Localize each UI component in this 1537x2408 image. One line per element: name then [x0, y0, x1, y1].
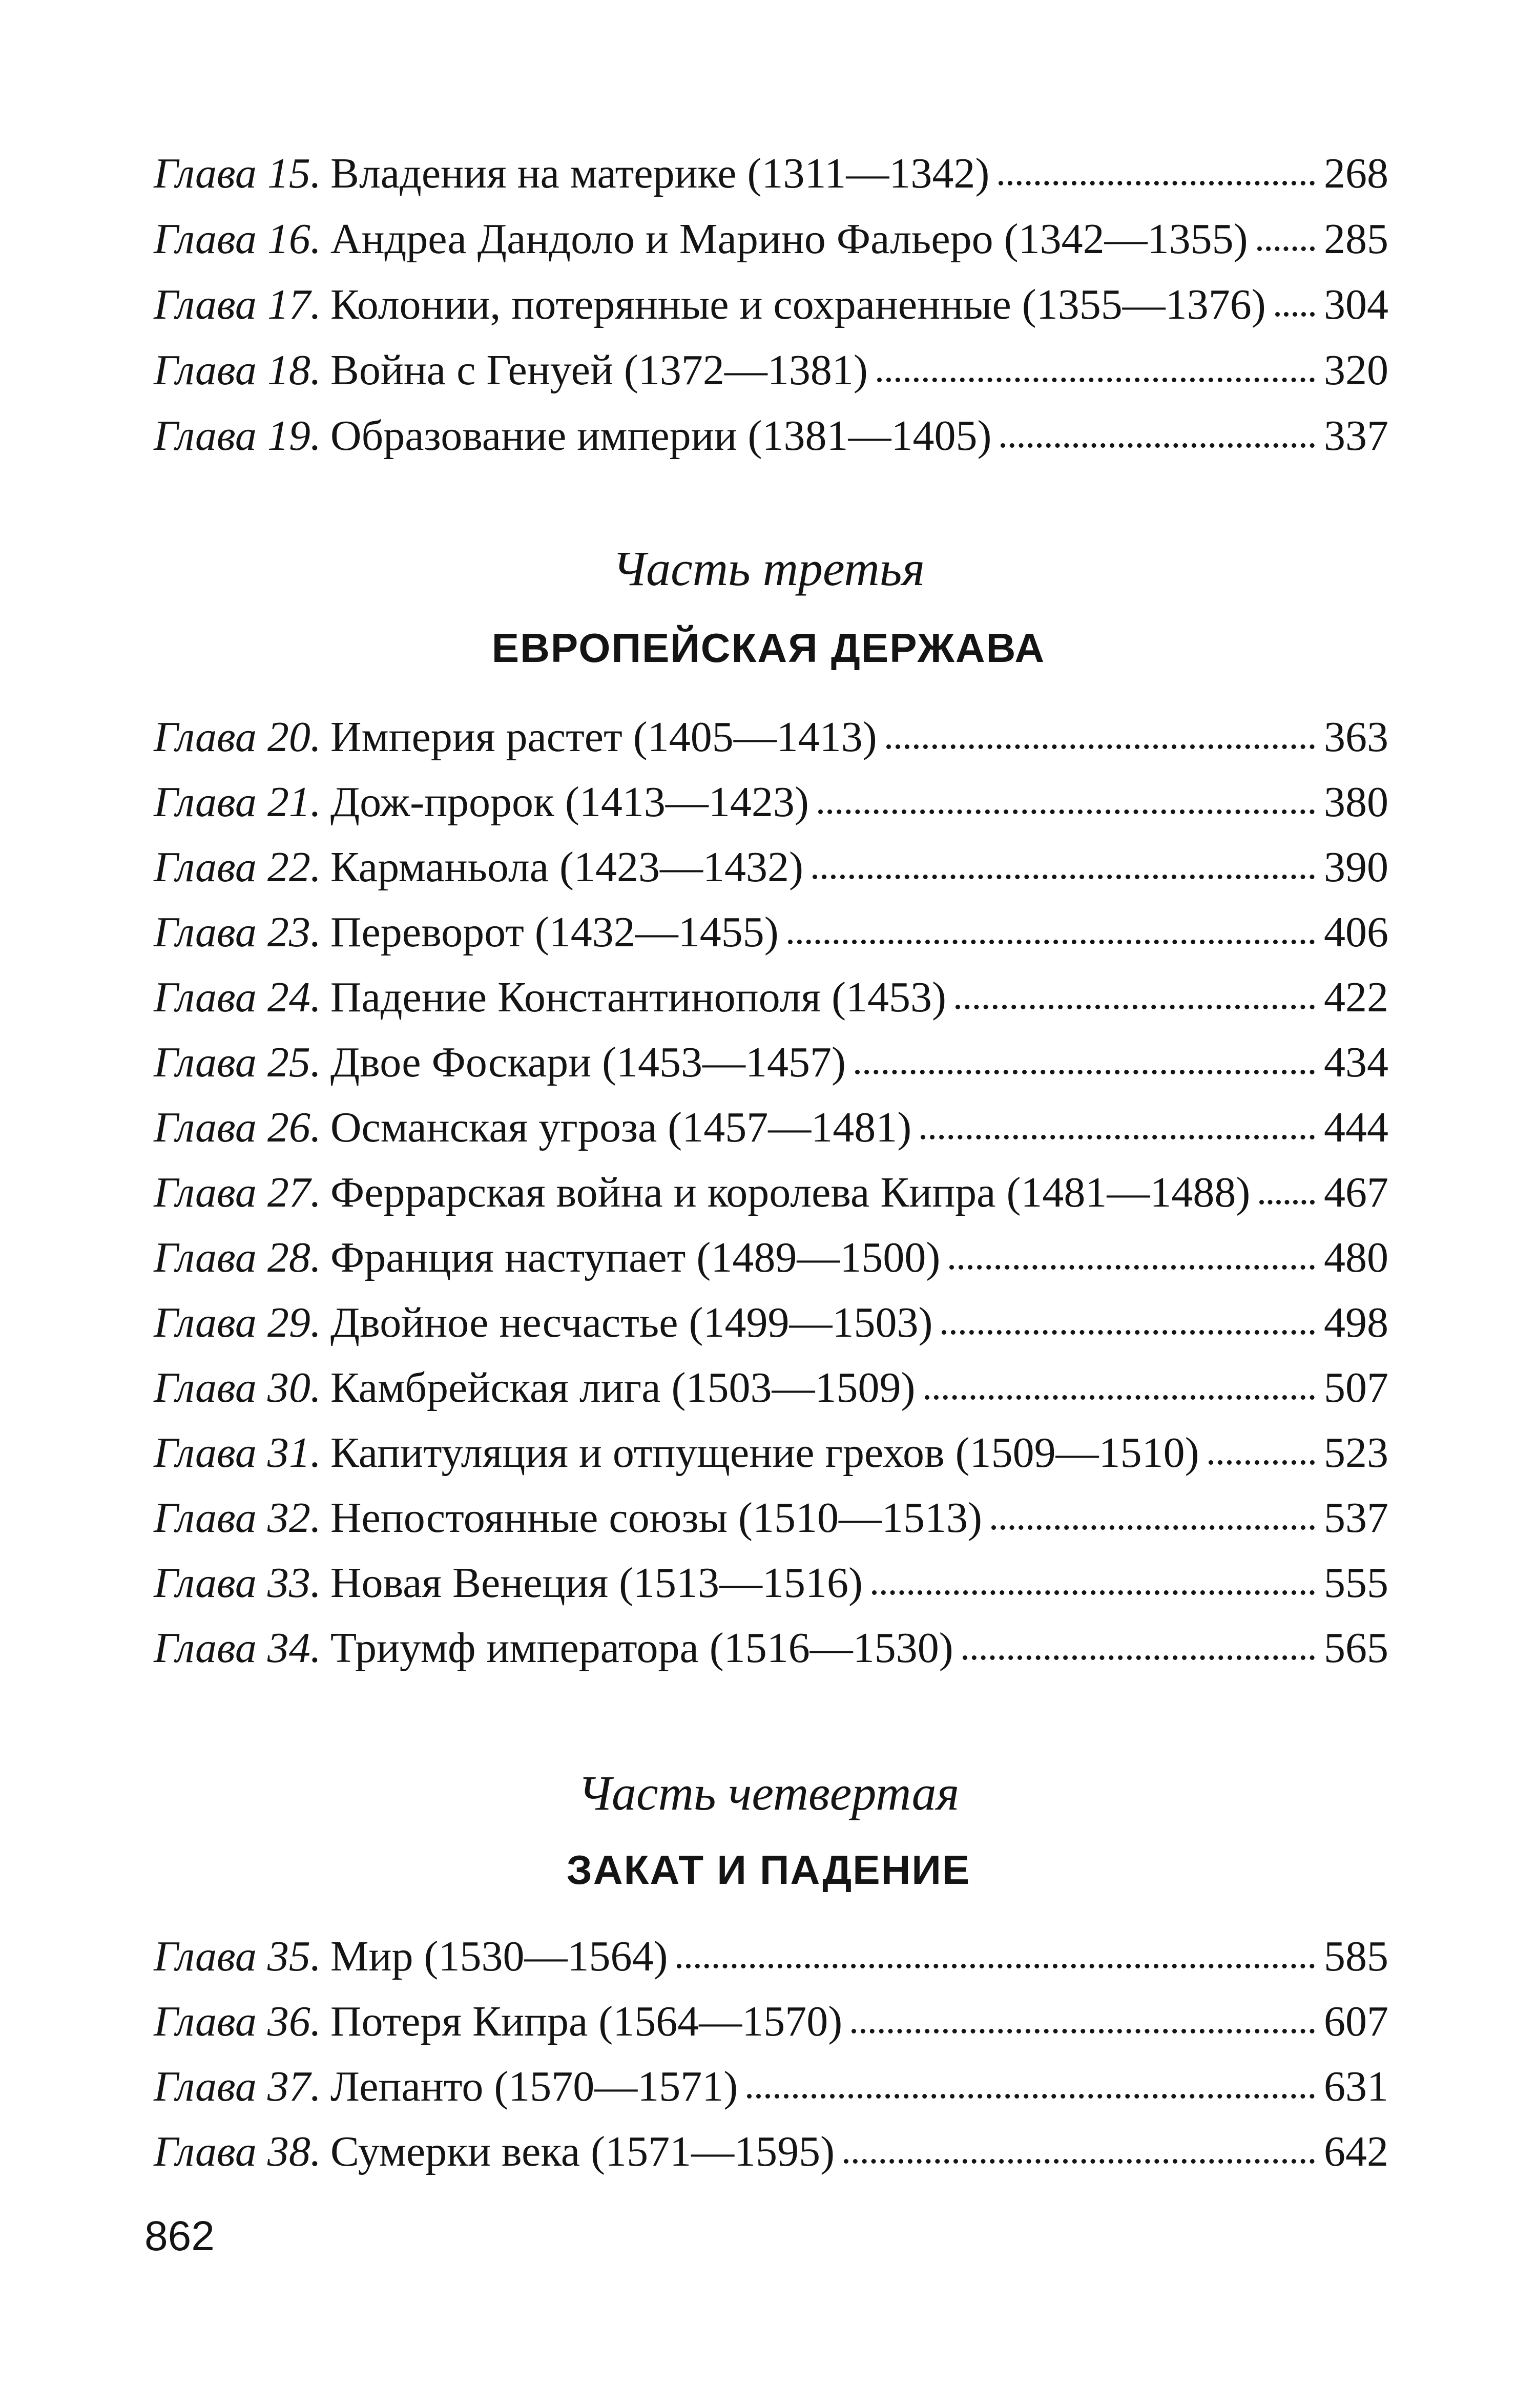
toc-entry: [154, 1355, 1388, 1421]
part-three-heading: Часть третья: [612, 541, 925, 596]
chapter-label: Глава 25.: [154, 1039, 321, 1086]
toc-entry: [154, 1030, 1388, 1095]
chapter-title: Османская угроза (1457—1481): [330, 1104, 912, 1151]
chapter-title: Сумерки века (1571—1595): [330, 2128, 835, 2175]
page-number: 642: [1324, 2128, 1388, 2175]
chapter-title: Новая Венеция (1513—1516): [330, 1559, 863, 1607]
chapter-title: Владения на материке (1311—1342): [330, 150, 990, 197]
page-number: 467: [1324, 1169, 1388, 1216]
dot-leader: [991, 1520, 1315, 1530]
toc-entry: [154, 1290, 1388, 1356]
toc-entry: [154, 403, 1388, 469]
part-four-heading: Часть четвертая: [577, 1766, 960, 1820]
toc-entry: [154, 900, 1388, 965]
chapter-title: Камбрейская лига (1503—1509): [330, 1364, 916, 1411]
dot-leader: [1001, 438, 1315, 448]
dot-leader: [747, 2089, 1315, 2099]
toc-entry: [154, 272, 1388, 338]
part-four-title: ЗАКАТ И ПАДЕНИЕ: [566, 1847, 971, 1893]
toc-entry: [154, 770, 1388, 835]
dot-leader: [925, 1390, 1315, 1400]
page-number: 537: [1324, 1494, 1388, 1542]
chapter-label: Глава 23.: [154, 908, 321, 956]
dot-leader: [1209, 1455, 1315, 1465]
chapter-label: Глава 22.: [154, 843, 321, 891]
chapter-label: Глава 17.: [154, 281, 321, 328]
toc-entry: [154, 1924, 1388, 1989]
chapter-title: Империя растет (1405—1413): [330, 713, 877, 761]
chapter-label: Глава 37.: [154, 2063, 321, 2110]
chapter-label: Глава 30.: [154, 1364, 321, 1411]
dot-leader: [788, 935, 1315, 944]
dot-leader: [949, 1260, 1315, 1270]
page-number: 585: [1324, 1933, 1388, 1980]
toc-entry: [154, 1420, 1388, 1486]
toc-entry: [154, 206, 1388, 272]
page-number: 390: [1324, 843, 1388, 891]
chapter-label: Глава 32.: [154, 1494, 321, 1542]
part-three-title: ЕВРОПЕЙСКАЯ ДЕРЖАВА: [491, 625, 1046, 671]
page-number: 320: [1324, 346, 1388, 394]
page-number: 523: [1324, 1429, 1388, 1477]
toc-entry: [154, 1225, 1388, 1291]
page-number: 444: [1324, 1104, 1388, 1151]
toc-entry: [154, 2054, 1388, 2120]
page-number: 565: [1324, 1624, 1388, 1672]
chapter-label: Глава 29.: [154, 1299, 321, 1346]
chapter-title: Капитуляция и отпущение грехов (1509—1510): [330, 1429, 1199, 1477]
page-number: 480: [1324, 1234, 1388, 1281]
chapter-label: Глава 38.: [154, 2128, 321, 2175]
chapter-title: Триумф императора (1516—1530): [330, 1624, 953, 1672]
dot-leader: [999, 176, 1315, 185]
chapter-title: Переворот (1432—1455): [330, 908, 779, 956]
dot-leader: [956, 1000, 1315, 1009]
chapter-title: Карманьола (1423—1432): [330, 843, 803, 891]
chapter-title: Андреа Дандоло и Марино Фальеро (1342—1355): [330, 215, 1248, 263]
page-number: 422: [1324, 973, 1388, 1021]
chapter-title: Непостоянные союзы (1510—1513): [330, 1494, 982, 1542]
page-number: 406: [1324, 908, 1388, 956]
dot-leader: [1275, 307, 1315, 317]
dot-leader: [872, 1585, 1315, 1595]
toc-entry: [154, 1095, 1388, 1160]
toc-entry: [154, 704, 1388, 770]
dot-leader: [1259, 1195, 1315, 1205]
chapter-label: Глава 15.: [154, 150, 321, 197]
chapter-label: Глава 18.: [154, 346, 321, 394]
chapter-title: Колонии, потерянные и сохраненные (1355—1376): [330, 281, 1266, 328]
page-number: 363: [1324, 713, 1388, 761]
chapter-title: Потеря Кипра (1564—1570): [330, 1998, 843, 2045]
page-number: 607: [1324, 1998, 1388, 2045]
dot-leader: [921, 1130, 1315, 1139]
chapter-title: Дож-пророк (1413—1423): [330, 778, 809, 826]
toc-entry: [154, 141, 1388, 206]
dot-leader: [886, 739, 1315, 749]
toc-entry: [154, 338, 1388, 403]
toc-entry: [154, 835, 1388, 900]
folio-page-number: 862: [144, 2213, 215, 2259]
page-number: 304: [1324, 281, 1388, 328]
page-number: 507: [1324, 1364, 1388, 1411]
chapter-title: Двое Фоскари (1453—1457): [330, 1039, 846, 1086]
chapter-label: Глава 21.: [154, 778, 321, 826]
chapter-title: Мир (1530—1564): [330, 1933, 668, 1980]
toc-entry: [154, 2119, 1388, 2185]
chapter-label: Глава 35.: [154, 1933, 321, 1980]
chapter-title: Феррарская война и королева Кипра (1481—1488): [330, 1169, 1251, 1216]
dot-leader: [855, 1065, 1315, 1074]
chapter-title: Двойное несчастье (1499—1503): [330, 1299, 933, 1346]
page-number: 268: [1324, 150, 1388, 197]
chapter-title: Франция наступает (1489—1500): [330, 1234, 941, 1281]
chapter-label: Глава 24.: [154, 973, 321, 1021]
page-number: 380: [1324, 778, 1388, 826]
toc-entry: [154, 965, 1388, 1030]
page-number: 555: [1324, 1559, 1388, 1607]
page-number: 285: [1324, 215, 1388, 263]
toc-entry: [154, 1160, 1388, 1226]
page-number: 337: [1324, 412, 1388, 460]
chapter-label: Глава 19.: [154, 412, 321, 460]
dot-leader: [677, 1959, 1315, 1968]
dot-leader: [1257, 241, 1315, 251]
toc-entry: [154, 1989, 1388, 2054]
dot-leader: [813, 869, 1315, 879]
chapter-label: Глава 16.: [154, 215, 321, 263]
dot-leader: [844, 2154, 1315, 2164]
toc-entry: [154, 1485, 1388, 1551]
page-number: 631: [1324, 2063, 1388, 2110]
dot-leader: [818, 804, 1315, 814]
page-number: 434: [1324, 1039, 1388, 1086]
chapter-label: Глава 31.: [154, 1429, 321, 1477]
chapter-label: Глава 33.: [154, 1559, 321, 1607]
toc-entry: [154, 1615, 1388, 1681]
dot-leader: [851, 2024, 1315, 2033]
chapter-title: Лепанто (1570—1571): [330, 2063, 738, 2110]
chapter-label: Глава 36.: [154, 1998, 321, 2045]
chapter-label: Глава 27.: [154, 1169, 321, 1216]
chapter-label: Глава 28.: [154, 1234, 321, 1281]
dot-leader: [877, 372, 1315, 382]
page-number: 498: [1324, 1299, 1388, 1346]
chapter-title: Падение Константинополя (1453): [330, 973, 947, 1021]
toc-entry: [154, 1550, 1388, 1616]
chapter-title: Образование империи (1381—1405): [330, 412, 992, 460]
chapter-title: Война с Генуей (1372—1381): [330, 346, 868, 394]
chapter-label: Глава 34.: [154, 1624, 321, 1672]
chapter-label: Глава 20.: [154, 713, 321, 761]
dot-leader: [942, 1325, 1315, 1335]
chapter-label: Глава 26.: [154, 1104, 321, 1151]
dot-leader: [963, 1650, 1315, 1660]
